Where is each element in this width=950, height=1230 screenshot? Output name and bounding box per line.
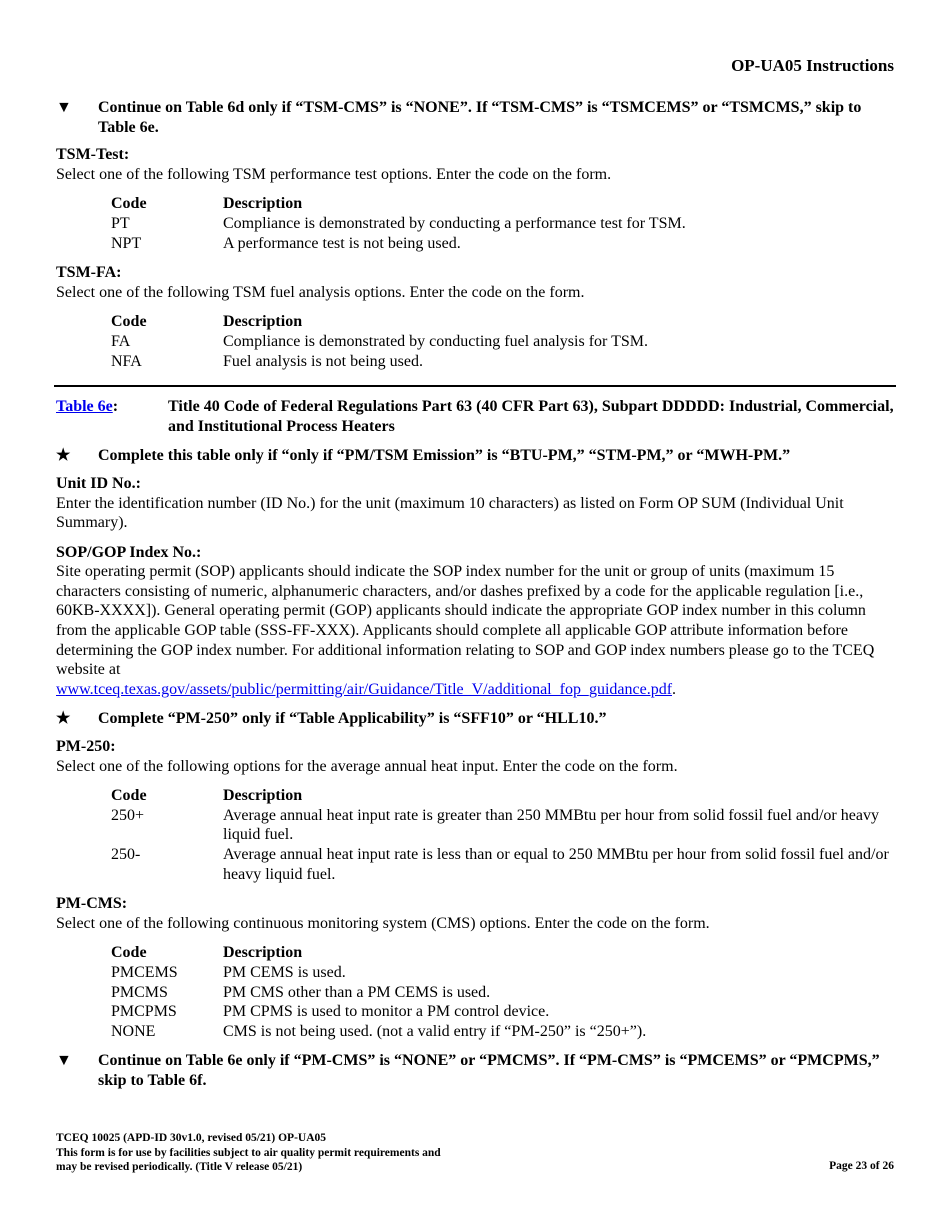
- column-header-code: Code: [111, 944, 147, 962]
- field-description: Select one of the following TSM performance test options. Enter the code on the form.: [56, 165, 612, 183]
- tceq-guidance-link[interactable]: www.tceq.texas.gov/assets/public/permitting/air/Guidance/Title_V/additional_fop_guidance.pdf: [56, 680, 673, 698]
- star-icon: ★: [56, 447, 71, 465]
- description-cell: A performance test is not being used.: [223, 234, 461, 252]
- code-cell: PMCPMS: [111, 1003, 177, 1021]
- instruction-note-complete-pm250: [56, 709, 896, 729]
- description-cell: Average annual heat input rate is greater than 250 MMBtu per hour from solid fossil fuel and/or heavy liquid fuel.: [223, 806, 879, 844]
- table-row: [111, 963, 896, 983]
- code-cell: PMCMS: [111, 983, 168, 1001]
- note-text: Complete this table only if “only if “PM/TSM Emission” is “BTU-PM,” “STM-PM,” or “MWH-PM.”: [98, 447, 791, 465]
- code-table-tsm-test: [111, 194, 896, 253]
- column-header-description: Description: [223, 944, 303, 962]
- code-cell: NONE: [111, 1022, 156, 1040]
- column-header-code: Code: [111, 787, 147, 805]
- field-title-pm-250: PM-250:: [56, 738, 116, 756]
- table-row: [111, 1002, 896, 1022]
- section-divider: [54, 385, 896, 387]
- code-table-pm-250: [111, 786, 896, 884]
- table-row: [111, 806, 896, 845]
- field-description: Enter the identification number (ID No.) for the unit (maximum 10 characters) as listed on Form OP SUM (Individual Unit Summary).: [56, 494, 844, 532]
- column-header-code: Code: [111, 313, 147, 331]
- description-cell: CMS is not being used. (not a valid entry if “PM-250” is “250+”).: [223, 1022, 647, 1040]
- table-row: [111, 214, 896, 234]
- code-cell: 250+: [111, 806, 145, 824]
- note-text: Complete “PM-250” only if “Table Applicability” is “SFF10” or “HLL10.”: [98, 710, 607, 728]
- page-footer: [56, 1131, 441, 1175]
- description-cell: PM CPMS is used to monitor a PM control device.: [223, 1003, 550, 1021]
- code-cell: PMCEMS: [111, 963, 178, 981]
- code-table-pm-cms: [111, 943, 896, 1041]
- description-cell: Average annual heat input rate is less than or equal to 250 MMBtu per hour from solid fossil fuel and/or heavy liquid fuel.: [223, 846, 889, 883]
- table-6e-heading: [56, 397, 896, 436]
- page-header-title: OP-UA05 Instructions: [731, 56, 894, 75]
- sop-gop-description-text: Site operating permit (SOP) applicants should indicate the SOP index number for the unit or group of units (maximum 15 characters consisting of numeric, alphanumeric characters, and/or dashes prefixed by a code for the applicable regulation [i.e., 60KB-XXXX]). General operating permit (GOP) applicants should indicate the appropriate GOP index number in this column from the applicable GOP table (SSS-FF-XXX). Applicants should complete all applicable GOP attribute information before determining the GOP index number. For additional information relating to SOP and GOP index numbers please go to the TCEQ website at: [56, 563, 875, 679]
- document-content: [56, 96, 896, 1099]
- instruction-note-continue-6e: [56, 1051, 896, 1090]
- instruction-note-continue-6d: [56, 98, 896, 137]
- note-text: Continue on Table 6e only if “PM-CMS” is “NONE” or “PMCMS”. If “PM-CMS” is “PMCEMS” or “PMCPMS,” skip to Table 6f.: [98, 1052, 880, 1089]
- star-icon: ★: [56, 710, 71, 728]
- table-header-row: [111, 194, 896, 214]
- table-6e-label: [56, 397, 168, 436]
- column-header-description: Description: [223, 313, 303, 331]
- section-sop-gop-index: [56, 543, 896, 700]
- table-header-row: [111, 786, 896, 806]
- code-cell: NFA: [111, 352, 142, 370]
- field-title-pm-cms: PM-CMS:: [56, 895, 128, 913]
- down-triangle-icon: ▼: [56, 1052, 72, 1070]
- field-description: Select one of the following continuous monitoring system (CMS) options. Enter the code on the form.: [56, 914, 710, 932]
- code-cell: PT: [111, 214, 130, 232]
- description-cell: PM CEMS is used.: [223, 963, 346, 981]
- code-cell: NPT: [111, 234, 142, 252]
- table-row: [111, 332, 896, 352]
- table-row: [111, 352, 896, 372]
- column-header-code: Code: [111, 195, 147, 213]
- field-title-unit-id: Unit ID No.:: [56, 474, 141, 492]
- field-title-tsm-test: TSM-Test:: [56, 146, 130, 164]
- description-cell: Compliance is demonstrated by conducting a performance test for TSM.: [223, 214, 686, 232]
- page-number: Page 23 of 26: [829, 1160, 894, 1172]
- footer-form-id: TCEQ 10025 (APD-ID 30v1.0, revised 05/21) OP-UA05: [56, 1132, 327, 1144]
- description-cell: PM CMS other than a PM CEMS is used.: [223, 983, 491, 1001]
- table-row: [111, 1022, 896, 1042]
- field-description: [56, 562, 896, 699]
- field-title-sop-gop: SOP/GOP Index No.:: [56, 543, 202, 561]
- section-pm-250: [56, 737, 896, 884]
- table-6e-title: Title 40 Code of Federal Regulations Part 63 (40 CFR Part 63), Subpart DDDDD: Industrial, Commercial, and Institutional Process Heaters: [168, 398, 894, 435]
- table-header-row: [111, 943, 896, 963]
- column-header-description: Description: [223, 787, 303, 805]
- field-description: Select one of the following options for the average annual heat input. Enter the code on the form.: [56, 757, 678, 775]
- instruction-note-complete-table: [56, 446, 896, 466]
- code-cell: 250-: [111, 846, 141, 863]
- section-tsm-fa: [56, 263, 896, 371]
- section-tsm-test: [56, 145, 896, 253]
- label-colon: :: [112, 398, 119, 416]
- description-cell: Fuel analysis is not being used.: [223, 352, 423, 370]
- column-header-description: Description: [223, 195, 303, 213]
- code-cell: FA: [111, 332, 131, 350]
- section-unit-id: [56, 474, 896, 533]
- table-row: [111, 983, 896, 1003]
- table-6e-link[interactable]: Table 6e: [56, 398, 113, 416]
- description-cell: Compliance is demonstrated by conducting fuel analysis for TSM.: [223, 332, 648, 350]
- code-table-tsm-fa: [111, 312, 896, 371]
- link-period: .: [672, 680, 677, 698]
- table-header-row: [111, 312, 896, 332]
- field-description: Select one of the following TSM fuel analysis options. Enter the code on the form.: [56, 283, 585, 301]
- section-pm-cms: [56, 894, 896, 1041]
- footer-notice-line1: This form is for use by facilities subject to air quality permit requirements and: [56, 1146, 441, 1159]
- field-title-tsm-fa: TSM-FA:: [56, 264, 122, 282]
- note-text: Continue on Table 6d only if “TSM-CMS” is “NONE”. If “TSM-CMS” is “TSMCEMS” or “TSMCMS,” skip to Table 6e.: [98, 99, 862, 136]
- table-row: [111, 234, 896, 254]
- down-triangle-icon: ▼: [56, 99, 72, 116]
- footer-notice-line2: may be revised periodically. (Title V release 05/21): [56, 1161, 303, 1173]
- table-row: [111, 845, 896, 884]
